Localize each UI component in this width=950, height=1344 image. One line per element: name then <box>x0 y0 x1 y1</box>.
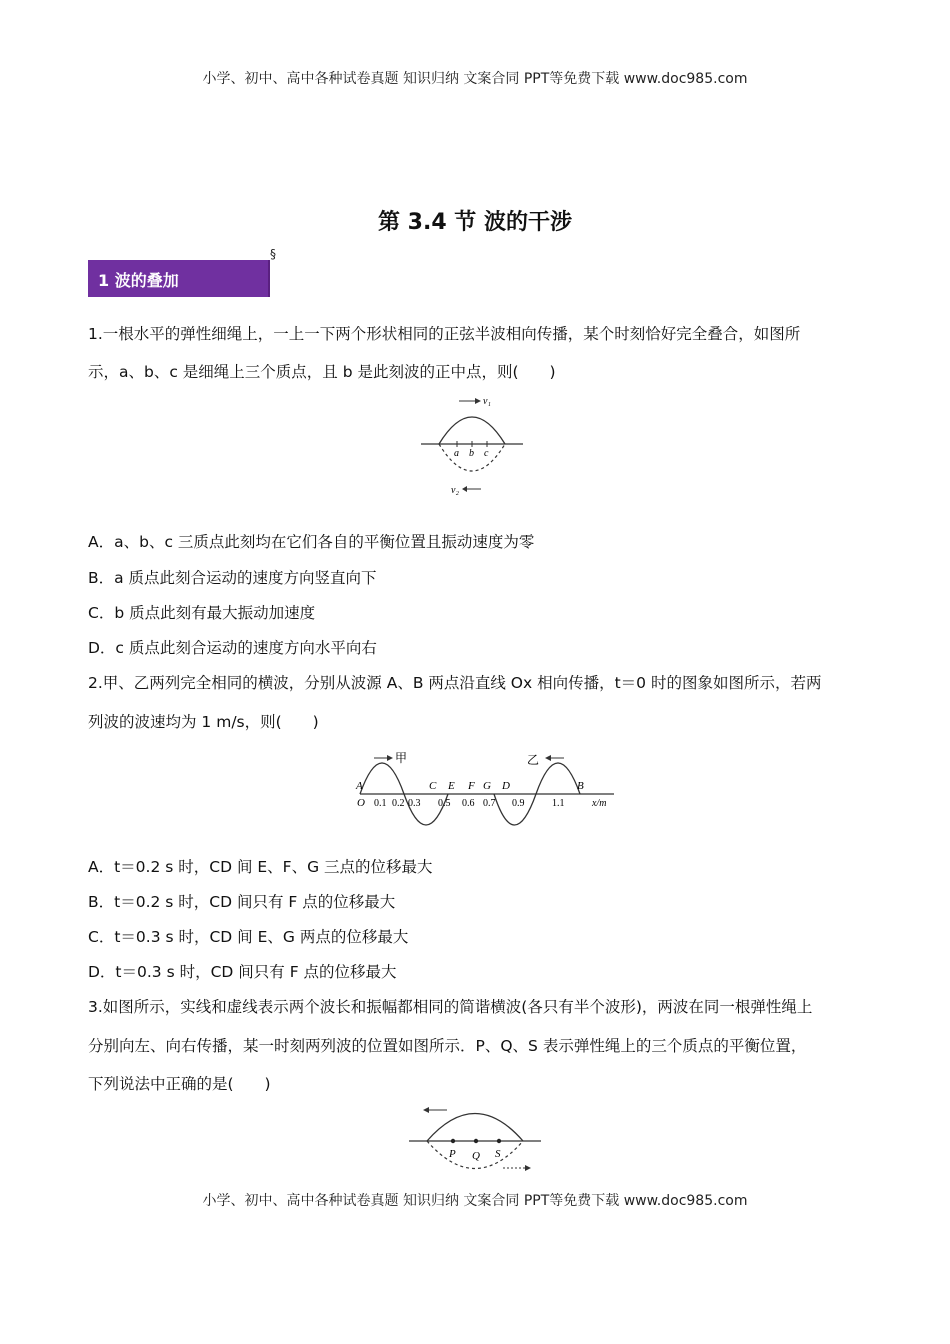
q1-stem-line1: 1.一根水平的弹性细绳上，一上一下两个形状相同的正弦半波相向传播，某个时刻恰好完全叠合，如图所 <box>88 325 801 343</box>
q1-option-a: A．a、b、c 三质点此刻均在它们各自的平衡位置且振动速度为零 <box>88 533 535 551</box>
tick-label: 0.1 <box>374 798 387 809</box>
q2-option-d: D．t＝0.3 s 时，CD 间只有 F 点的位移最大 <box>88 963 397 981</box>
wave-yi-label: 乙 <box>527 753 540 767</box>
tick-label: 1.1 <box>552 798 565 809</box>
q1-option-b: B．a 质点此刻合运动的速度方向竖直向下 <box>88 569 377 587</box>
point-S-label: S <box>495 1148 501 1160</box>
q1-wave-figure <box>415 392 530 500</box>
point-b-label: b <box>469 448 474 459</box>
v2-label: v₂ <box>451 485 459 496</box>
q2-stem-line2: 列波的波速均为 1 m/s，则( ) <box>88 713 319 731</box>
page-footer: 小学、初中、高中各种试卷真题 知识归纳 文案合同 PPT等免费下载 www.doc985.com <box>202 1193 748 1209</box>
point-A-label: A <box>356 780 363 792</box>
q3-stem-line3: 下列说法中正确的是( ) <box>88 1075 271 1093</box>
q2-option-a: A．t＝0.2 s 时，CD 间 E、F、G 三点的位移最大 <box>88 858 433 876</box>
q2-option-c: C．t＝0.3 s 时，CD 间 E、G 两点的位移最大 <box>88 928 409 946</box>
q1-option-d: D．c 质点此刻合运动的速度方向水平向右 <box>88 639 377 657</box>
tick-label: 0.3 <box>408 798 421 809</box>
tick-label: 0.6 <box>462 798 475 809</box>
wave-jia-label: 甲 <box>395 751 408 765</box>
section-label: 1 波的叠加 <box>98 271 179 290</box>
tick-label: 0.5 <box>438 798 451 809</box>
v1-label: v₁ <box>483 396 491 407</box>
page-header: 小学、初中、高中各种试卷真题 知识归纳 文案合同 PPT等免费下载 www.doc985.com <box>202 71 748 87</box>
q3-stem-line1: 3.如图所示，实线和虚线表示两个波长和振幅都相同的简谐横波(各只有半个波形)，两波在同一根弹性绳上 <box>88 998 813 1016</box>
section-mark: § <box>270 247 276 261</box>
point-F-label: F <box>468 780 475 792</box>
q1-stem-line2: 示，a、b、c 是细绳上三个质点，且 b 是此刻波的正中点，则( ) <box>88 363 556 381</box>
point-O-label: O <box>357 797 365 809</box>
q2-stem-line1: 2.甲、乙两列完全相同的横波，分别从波源 A、B 两点沿直线 Ox 相向传播，t＝0 时的图象如图所示，若两 <box>88 674 822 692</box>
axis-label: x/m <box>592 798 607 809</box>
q3-stem-line2: 分别向左、向右传播，某一时刻两列波的位置如图所示．P、Q、S 表示弹性绳上的三个质点的平衡位置， <box>88 1037 807 1055</box>
point-a-label: a <box>454 448 459 459</box>
q3-wave-figure <box>405 1102 545 1174</box>
point-P-label: P <box>449 1148 456 1160</box>
point-E-label: E <box>448 780 455 792</box>
tick-label: 0.9 <box>512 798 525 809</box>
tick-label: 0.2 <box>392 798 405 809</box>
page-title: 第 3.4 节 波的干涉 <box>378 210 572 235</box>
point-c-label: c <box>484 448 489 459</box>
point-Q-label: Q <box>472 1150 480 1162</box>
q2-wave-figure <box>352 744 622 830</box>
q1-option-c: C．b 质点此刻有最大振动加速度 <box>88 604 316 622</box>
point-D-label: D <box>502 780 510 792</box>
q2-option-b: B．t＝0.2 s 时，CD 间只有 F 点的位移最大 <box>88 893 396 911</box>
point-C-label: C <box>429 780 437 792</box>
point-B-label: B <box>577 780 584 792</box>
tick-label: 0.7 <box>483 798 496 809</box>
point-G-label: G <box>483 780 491 792</box>
